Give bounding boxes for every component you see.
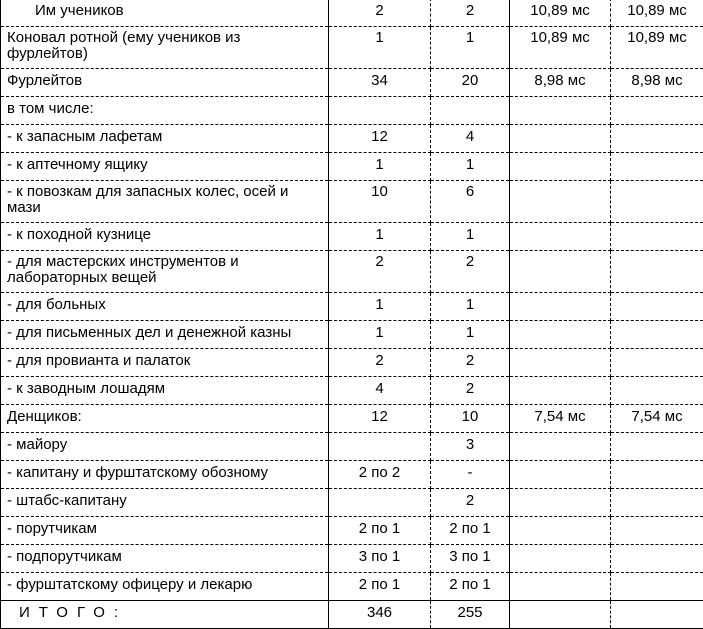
salary-a-cell [510,349,611,377]
table-row [1,97,703,125]
salary-a-cell [510,321,611,349]
table-row [1,251,703,293]
row-label: - для письменных дел и денежной казны [7,324,291,341]
table-row [1,153,703,181]
row-label: Фурлейтов [7,72,82,89]
count-a-cell: 1 [329,321,431,349]
count-a-cell [329,433,431,461]
salary-a-cell [510,125,611,153]
count-a-cell [329,97,431,125]
count-b-cell: 2 [431,489,510,517]
salary-b-cell [611,125,703,153]
salary-b-cell: 7,54 мс [611,405,703,433]
total-label-cell [1,601,329,629]
salary-b-cell [611,153,703,181]
salary-a-cell [510,545,611,573]
salary-b-cell: 8,98 мс [611,69,703,97]
salary-a-cell [510,517,611,545]
row-label: - фурштатскому офицеру и лекарю [7,576,252,593]
count-a-cell: 2 по 2 [329,461,431,489]
table-row [1,69,703,97]
salary-b-cell [611,349,703,377]
row-label-cell [1,489,329,517]
row-label: - для провианта и палаток [7,352,190,369]
salary-a-cell [510,153,611,181]
count-b-cell: 3 [431,433,510,461]
row-label-cell [1,321,329,349]
count-b-cell: 1 [431,321,510,349]
table-row [1,517,703,545]
salary-a-cell [510,489,611,517]
salary-b-cell [611,461,703,489]
count-b-cell: 2 [431,349,510,377]
table-row [1,545,703,573]
row-label-cell [1,349,329,377]
table-row [1,405,703,433]
salary-a-cell [510,97,611,125]
count-b-cell: 2 по 1 [431,573,510,601]
count-a-cell: 10 [329,181,431,223]
row-label-cell [1,0,329,27]
row-label: - майору [7,436,67,453]
count-b-cell: 2 [431,377,510,405]
salary-b-cell: 10,89 мс [611,0,703,27]
count-b-cell: 20 [431,69,510,97]
count-b-cell: 1 [431,293,510,321]
table-row [1,461,703,489]
salary-a-cell: 8,98 мс [510,69,611,97]
row-label-cell [1,223,329,251]
salary-a-cell: 10,89 мс [510,0,611,27]
salary-a-cell [510,573,611,601]
count-b-cell: 1 [431,153,510,181]
count-a-cell: 12 [329,405,431,433]
count-b-cell: 4 [431,125,510,153]
row-label-cell [1,293,329,321]
count-a-cell: 2 по 1 [329,517,431,545]
count-b-cell: 10 [431,405,510,433]
row-label-cell [1,517,329,545]
count-a-cell: 3 по 1 [329,545,431,573]
row-label: Коновал ротной (ему учеников из фурлейтов) [7,29,240,62]
row-label: - для больных [7,296,106,313]
salary-a-cell [510,223,611,251]
row-label-cell [1,573,329,601]
count-a-cell: 1 [329,293,431,321]
count-a-cell [329,489,431,517]
salary-b-cell [611,545,703,573]
staff-table-body [1,0,703,629]
row-label: - к запасным лафетам [7,128,162,145]
table-row [1,293,703,321]
row-label: - к походной кузнице [7,226,151,243]
count-b-cell: 2 [431,251,510,293]
count-a-cell: 2 [329,349,431,377]
row-label-cell [1,461,329,489]
row-label-cell [1,405,329,433]
salary-b-cell [611,573,703,601]
row-label-cell [1,433,329,461]
salary-a-cell [510,461,611,489]
row-label-cell [1,545,329,573]
row-label: - к аптечному ящику [7,156,148,173]
row-label-cell [1,97,329,125]
count-a-cell: 2 по 1 [329,573,431,601]
salary-b-cell [611,97,703,125]
count-b-cell [431,97,510,125]
count-b-cell: 1 [431,27,510,69]
salary-a-cell [510,293,611,321]
salary-b-cell [611,377,703,405]
row-label: в том числе: [7,100,94,117]
row-label: - для мастерских инструментов и лабораторных вещей [7,253,239,286]
count-b-cell: 1 [431,223,510,251]
salary-a-cell [510,377,611,405]
salary-b-cell [611,489,703,517]
table-row [1,223,703,251]
table-row [1,377,703,405]
salary-b-cell [611,433,703,461]
row-label-cell [1,251,329,293]
table-row [1,125,703,153]
table-row [1,573,703,601]
row-label: Денщиков: [7,408,82,425]
total-count-b-cell: 255 [431,601,510,629]
row-label: - штабс-капитану [7,492,127,509]
salary-b-cell [611,293,703,321]
table-row [1,181,703,223]
count-a-cell: 1 [329,153,431,181]
table-row [1,0,703,27]
row-label: Им учеников [7,3,124,19]
row-label-cell [1,125,329,153]
salary-b-cell [611,251,703,293]
count-b-cell: 3 по 1 [431,545,510,573]
total-count-a-cell: 346 [329,601,431,629]
salary-b-cell [611,517,703,545]
count-b-cell: 2 [431,0,510,27]
salary-b-cell [611,321,703,349]
salary-a-cell [510,251,611,293]
row-label: - к заводным лошадям [7,380,165,397]
row-label: - капитану и фурштатскому обозному [7,464,268,481]
count-b-cell: 2 по 1 [431,517,510,545]
total-salary-a-cell [510,601,611,629]
row-label: - порутчикам [7,520,97,537]
count-a-cell: 4 [329,377,431,405]
table-row [1,349,703,377]
salary-b-cell [611,223,703,251]
salary-b-cell [611,181,703,223]
salary-b-cell: 10,89 мс [611,27,703,69]
salary-a-cell: 7,54 мс [510,405,611,433]
count-b-cell: - [431,461,510,489]
count-a-cell: 1 [329,27,431,69]
count-b-cell: 6 [431,181,510,223]
total-label: ИТОГО: [7,605,127,621]
salary-a-cell [510,433,611,461]
row-label-cell [1,181,329,223]
row-label-cell [1,69,329,97]
count-a-cell: 2 [329,0,431,27]
table-row [1,321,703,349]
table-row [1,489,703,517]
row-label: - к повозкам для запасных колес, осей и мази [7,183,288,216]
row-label-cell [1,27,329,69]
count-a-cell: 12 [329,125,431,153]
table-row [1,433,703,461]
count-a-cell: 1 [329,223,431,251]
count-a-cell: 2 [329,251,431,293]
count-a-cell: 34 [329,69,431,97]
salary-a-cell [510,181,611,223]
table-row [1,27,703,69]
total-row [1,601,703,629]
row-label-cell [1,153,329,181]
salary-a-cell: 10,89 мс [510,27,611,69]
total-salary-b-cell [611,601,703,629]
row-label-cell [1,377,329,405]
row-label: - подпорутчикам [7,548,122,565]
